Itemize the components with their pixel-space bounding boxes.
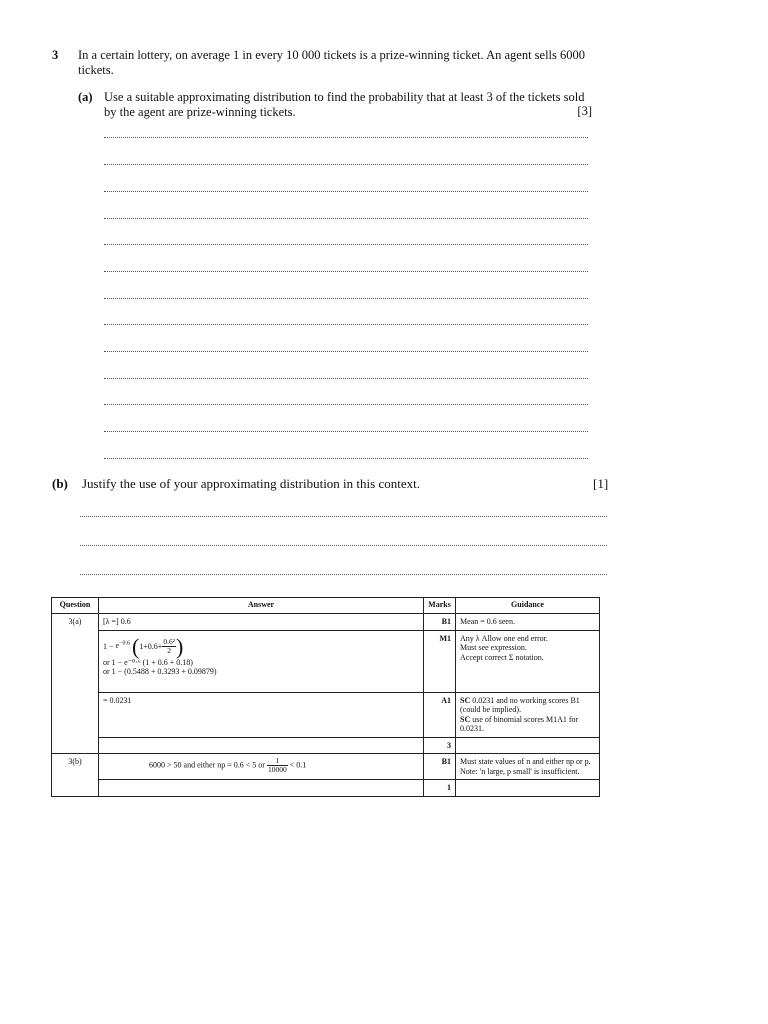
poisson-expression — [103, 633, 419, 659]
table-row — [52, 614, 600, 631]
sc-text: use of binomial scores M1A1 for 0.0231. — [460, 714, 579, 733]
answer-cell — [99, 614, 424, 631]
question-number: 3 — [52, 48, 59, 62]
guidance-line: Any λ Allow one end error. — [460, 633, 548, 643]
header-marks: Marks — [424, 598, 456, 614]
answer-line[interactable] — [104, 244, 588, 245]
answer-line[interactable] — [104, 164, 588, 165]
sc-label: SC — [460, 695, 471, 705]
fraction-denominator: 10000 — [267, 765, 287, 774]
answer-line[interactable] — [80, 574, 607, 575]
sc-text: 0.0231 and no working scores B1 (could be implied). — [460, 695, 580, 714]
alt-expression-2: or 1 − (0.5488 + 0.3293 + 0.09879) — [103, 667, 217, 676]
answer-line[interactable] — [104, 404, 588, 405]
table-row — [52, 630, 600, 692]
guidance-line — [460, 715, 595, 734]
part-b-label: (b) — [52, 476, 68, 491]
table-row — [52, 754, 600, 780]
question-cell-3b: 3(b) — [52, 754, 99, 797]
guidance-line: Accept correct Σ notation. — [460, 652, 544, 662]
e-exponent: −0.6 — [119, 640, 130, 647]
fraction-numerator: 1 — [267, 757, 288, 766]
answer-cell — [99, 737, 424, 754]
answer-line[interactable] — [104, 324, 588, 325]
answer-cell — [99, 630, 424, 692]
fraction — [162, 638, 176, 655]
mark-scheme-table — [51, 597, 600, 797]
justification-text: 6000 > 50 and either np = 0.6 < 5 or — [149, 760, 265, 770]
guidance-line — [460, 696, 595, 715]
header-answer: Answer — [99, 598, 424, 614]
answer-cell: = 0.0231 — [99, 692, 424, 737]
table-header-row — [52, 598, 600, 614]
answer-line[interactable] — [104, 271, 588, 272]
guidance-cell — [456, 754, 600, 780]
answer-line[interactable] — [80, 516, 607, 517]
answer-line[interactable] — [104, 298, 588, 299]
answer-line[interactable] — [80, 545, 607, 546]
alt-expression-1: or 1 − e⁻⁰·⁶ (1 + 0.6 + 0.18) — [103, 657, 193, 667]
table-row-total — [52, 780, 600, 797]
e-base: e — [115, 641, 120, 651]
fraction-denominator: 2 — [167, 646, 172, 655]
question-cell-3a: 3(a) — [52, 614, 99, 754]
header-guidance: Guidance — [456, 598, 600, 614]
inner-sum: 1+0.6+ — [139, 641, 163, 651]
guidance-cell — [456, 780, 600, 797]
answer-line[interactable] — [104, 137, 588, 138]
answer-line[interactable] — [104, 378, 588, 379]
answer-line[interactable] — [104, 351, 588, 352]
guidance-cell — [456, 630, 600, 692]
question-text: In a certain lottery, on average 1 in every 10 000 tickets is a prize-winning ticket. An agent sells 6000 tickets. — [78, 48, 586, 77]
guidance-cell — [456, 692, 600, 737]
part-a-text: Use a suitable approximating distribution to find the probability that at least 3 of the tickets sold by the agent are prize-winning tickets. — [104, 90, 585, 119]
part-b-marks: [1] — [593, 476, 609, 491]
guidance-line: Note: 'n large, p small' is insufficient. — [460, 766, 580, 776]
marks-cell: B1 — [424, 614, 456, 631]
answer-line[interactable] — [104, 431, 588, 432]
guidance-cell: Mean = 0.6 seen. — [456, 614, 600, 631]
guidance-line: Must see expression. — [460, 643, 527, 652]
part-a-label: (a) — [78, 90, 93, 104]
marks-cell: B1 — [424, 754, 456, 780]
answer-line[interactable] — [104, 191, 588, 192]
marks-total-cell: 1 — [424, 780, 456, 797]
answer-cell — [99, 780, 424, 797]
guidance-line: Must state values of n and either np or p. — [460, 757, 591, 766]
guidance-cell — [456, 737, 600, 754]
answer-cell — [99, 754, 424, 780]
part-a-marks: [3] — [577, 104, 592, 118]
table-row — [52, 692, 600, 737]
one-minus: 1 − — [103, 641, 114, 651]
marks-cell: A1 — [424, 692, 456, 737]
header-question: Question — [52, 598, 99, 614]
fraction — [267, 757, 288, 774]
sc-label: SC — [460, 714, 471, 724]
justification-suffix: < 0.1 — [289, 760, 307, 770]
fraction-numerator: 0.6² — [163, 637, 175, 646]
left-paren: ( — [131, 633, 140, 659]
lambda-value: 0.6 — [120, 617, 131, 626]
marks-cell: M1 — [424, 630, 456, 692]
marks-total-cell: 3 — [424, 737, 456, 754]
e-power — [116, 641, 130, 650]
part-b-text: Justify the use of your approximating distribution in this context. — [82, 476, 420, 491]
lambda-bracket: [λ =] — [103, 617, 119, 626]
table-row-total — [52, 737, 600, 754]
answer-line[interactable] — [104, 218, 588, 219]
answer-line[interactable] — [104, 458, 588, 459]
right-paren: ) — [175, 633, 184, 659]
